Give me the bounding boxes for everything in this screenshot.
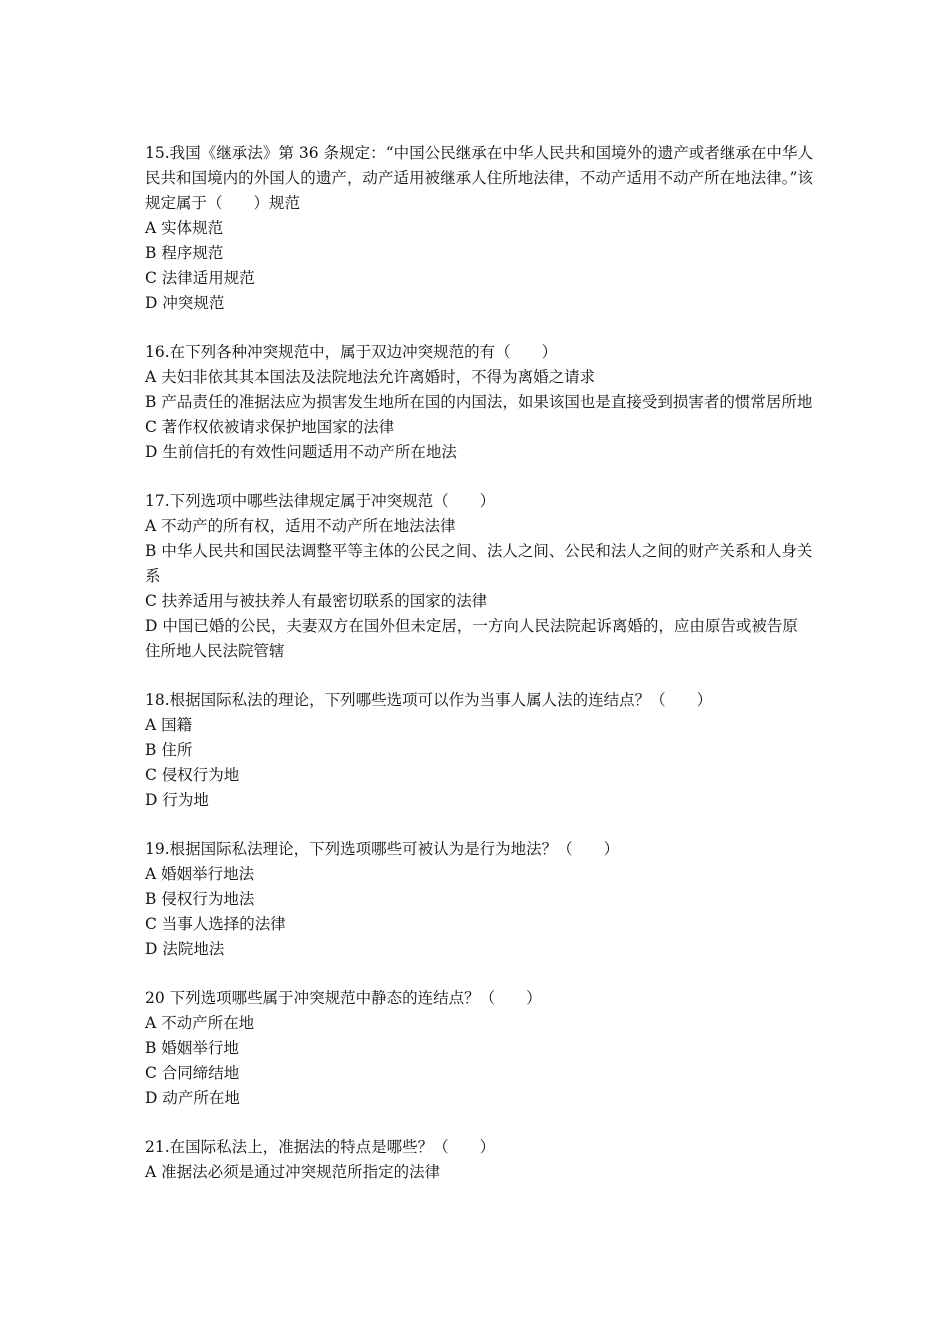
option-c: C 著作权依被请求保护地国家的法律 xyxy=(145,418,395,436)
option-a: A 不动产的所有权，适用不动产所在地法法律 xyxy=(145,517,456,535)
option-b: B 住所 xyxy=(145,741,193,759)
option-b: B 中华人民共和国民法调整平等主体的公民之间、法人之间、公民和法人之间的财产关系和人身关系 xyxy=(145,542,813,585)
option-a: A 准据法必须是通过冲突规范所指定的法律 xyxy=(145,1163,441,1181)
option-c: C 当事人选择的法律 xyxy=(145,915,286,933)
question-stem: 21.在国际私法上，准据法的特点是哪些？（ ） xyxy=(145,1138,496,1156)
option-d: D 动产所在地 xyxy=(145,1089,240,1107)
option-a: A 婚姻举行地法 xyxy=(145,865,255,883)
option-c: C 侵权行为地 xyxy=(145,766,240,784)
option-c: C 扶养适用与被扶养人有最密切联系的国家的法律 xyxy=(145,592,488,610)
option-c: C 合同缔结地 xyxy=(145,1064,240,1082)
option-b: B 侵权行为地法 xyxy=(145,890,255,908)
option-d: D 中国已婚的公民，夫妻双方在国外但未定居，一方向人民法院起诉离婚的，应由原告或被告原住所地人民法院管辖 xyxy=(145,617,798,660)
question-18 xyxy=(145,688,813,813)
option-b: B 产品责任的准据法应为损害发生地所在国的内国法，如果该国也是直接受到损害者的惯常居所地 xyxy=(145,393,813,411)
option-d: D 法院地法 xyxy=(145,940,225,958)
question-stem: 16.在下列各种冲突规范中，属于双边冲突规范的有（ ） xyxy=(145,343,558,361)
question-stem: 17.下列选项中哪些法律规定属于冲突规范（ ） xyxy=(145,492,496,510)
option-b: B 婚姻举行地 xyxy=(145,1039,239,1057)
question-15 xyxy=(145,141,813,316)
question-21 xyxy=(145,1135,813,1185)
question-20 xyxy=(145,986,813,1111)
option-a: A 不动产所在地 xyxy=(145,1014,255,1032)
option-b: B 程序规范 xyxy=(145,244,224,262)
question-stem: 20 下列选项哪些属于冲突规范中静态的连结点？（ ） xyxy=(145,989,542,1007)
option-c: C 法律适用规范 xyxy=(145,269,255,287)
document-page xyxy=(145,141,813,1209)
option-d: D 冲突规范 xyxy=(145,294,225,312)
option-d: D 生前信托的有效性问题适用不动产所在地法 xyxy=(145,443,457,461)
question-19 xyxy=(145,837,813,962)
option-a: A 夫妇非依其其本国法及法院地法允许离婚时，不得为离婚之请求 xyxy=(145,368,596,386)
option-a: A 实体规范 xyxy=(145,219,224,237)
option-a: A 国籍 xyxy=(145,716,193,734)
question-stem: 15.我国《继承法》第 36 条规定：“中国公民继承在中华人民共和国境外的遗产或者继承在中华人民共和国境内的外国人的遗产，动产适用被继承人住所地法律，不动产适用不动产所在地法律。”该规定属于（ ）规范 xyxy=(145,144,813,212)
question-stem: 19.根据国际私法理论，下列选项哪些可被认为是行为地法？（ ） xyxy=(145,840,620,858)
question-16 xyxy=(145,340,813,465)
question-17 xyxy=(145,489,813,664)
question-stem: 18.根据国际私法的理论，下列哪些选项可以作为当事人属人法的连结点？（ ） xyxy=(145,691,713,709)
option-d: D 行为地 xyxy=(145,791,209,809)
